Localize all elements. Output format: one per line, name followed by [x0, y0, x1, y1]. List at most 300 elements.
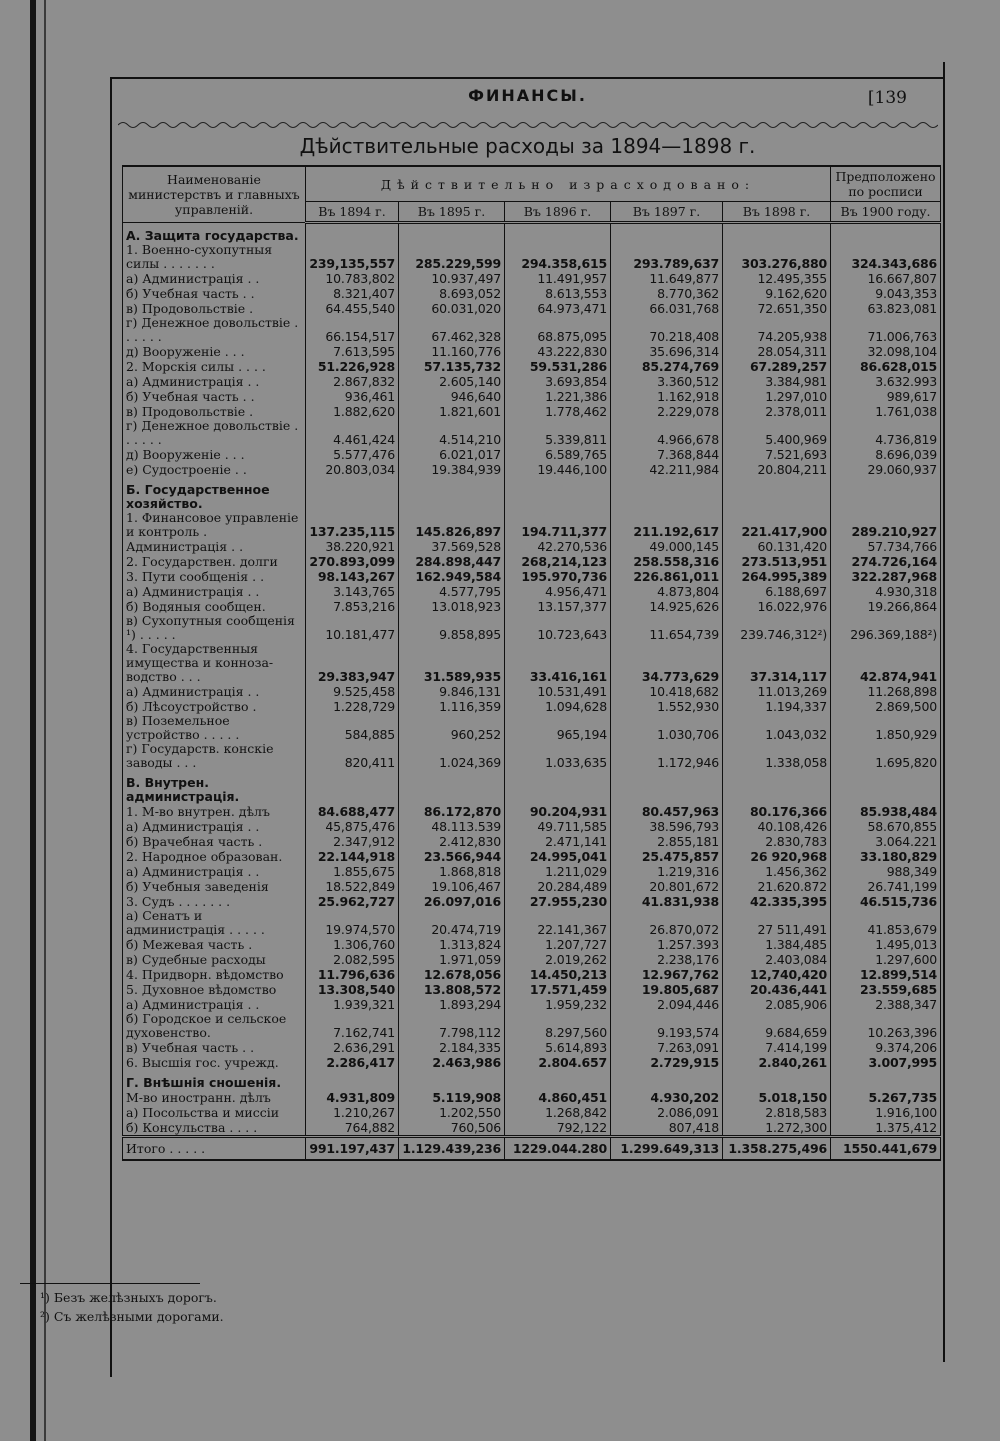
value-cell: 5.400,969 [723, 419, 831, 447]
value-cell: 2.403,084 [723, 952, 831, 967]
planned-header: Предположено по росписи [831, 166, 941, 202]
table-row [123, 849, 941, 864]
row-label: 1. Военно-сухопутныя силы . . . . . . . [123, 243, 306, 271]
value-cell: 29.060,937 [831, 462, 941, 477]
value-cell: 34.773,629 [611, 642, 723, 684]
value-cell: 4.577,795 [399, 584, 505, 599]
table-row [123, 894, 941, 909]
value-cell: 6.021,017 [399, 447, 505, 462]
value-cell: 1.821,601 [399, 404, 505, 419]
value-cell: 258.558,316 [611, 554, 723, 569]
frame-right-rule [943, 62, 945, 1362]
value-cell: 23.559,685 [831, 982, 941, 997]
value-cell: 3.360,512 [611, 374, 723, 389]
value-cell: 2.094,446 [611, 997, 723, 1012]
value-cell: 90.204,931 [505, 804, 611, 819]
table-row [123, 511, 941, 539]
value-cell: 1.456,362 [723, 864, 831, 879]
row-label: а) Администрація . . [123, 684, 306, 699]
value-cell: 285.229,599 [399, 243, 505, 271]
value-cell: 9.193,574 [611, 1012, 723, 1040]
value-cell: 42.211,984 [611, 462, 723, 477]
table-title: Дѣйствительные расходы за 1894—1898 г. [299, 134, 756, 158]
value-cell: 2.347,912 [306, 834, 399, 849]
section-heading: Г. Внѣшнія сношенія. [123, 1070, 306, 1090]
value-cell: 5.267,735 [831, 1090, 941, 1105]
row-label: в) Судебные расходы [123, 952, 306, 967]
value-cell: 25.475,857 [611, 849, 723, 864]
value-cell: 16.667,807 [831, 271, 941, 286]
table-row [123, 937, 941, 952]
value-cell: 4.930,318 [831, 584, 941, 599]
value-cell: 19.446,100 [505, 462, 611, 477]
value-cell: 5.119,908 [399, 1090, 505, 1105]
value-cell: 946,640 [399, 389, 505, 404]
value-cell: 9.043,353 [831, 286, 941, 301]
value-cell: 19.106,467 [399, 879, 505, 894]
value-cell: 3.007,995 [831, 1055, 941, 1070]
year-header-1894: Въ 1894 г. [306, 202, 399, 223]
value-cell: 226.861,011 [611, 569, 723, 584]
row-label: а) Администрація . . [123, 271, 306, 286]
table-row [123, 554, 941, 569]
empty-cell [505, 1070, 611, 1090]
value-cell: 293.789,637 [611, 243, 723, 271]
value-cell: 1.228,729 [306, 699, 399, 714]
value-cell: 10.418,682 [611, 684, 723, 699]
value-cell: 8.613,553 [505, 286, 611, 301]
total-value: 1.299.649,313 [611, 1137, 723, 1161]
value-cell: 1.916,100 [831, 1105, 941, 1120]
value-cell: 760,506 [399, 1120, 505, 1137]
value-cell: 1.306,760 [306, 937, 399, 952]
empty-cell [723, 223, 831, 244]
value-cell: 4.736,819 [831, 419, 941, 447]
table-row [123, 569, 941, 584]
section-heading-row [123, 770, 941, 804]
value-cell: 42.335,395 [723, 894, 831, 909]
value-cell: 989,617 [831, 389, 941, 404]
value-cell: 70.218,408 [611, 316, 723, 344]
value-cell: 41.853,679 [831, 909, 941, 937]
total-label: Итого . . . . . [123, 1137, 306, 1161]
table-row [123, 864, 941, 879]
value-cell: 4.514,210 [399, 419, 505, 447]
value-cell: 1.971,059 [399, 952, 505, 967]
value-cell: 2.605,140 [399, 374, 505, 389]
footnote-rule [20, 1283, 200, 1284]
value-cell: 2.086,091 [611, 1105, 723, 1120]
year-header-1897: Въ 1897 г. [611, 202, 723, 223]
value-cell: 296.369,188²) [831, 614, 941, 642]
row-label: б) Учебная часть . . [123, 286, 306, 301]
row-label: 5. Духовное вѣдомство [123, 982, 306, 997]
value-cell: 6.589,765 [505, 447, 611, 462]
row-label: б) Городское и сельское духовенство. [123, 1012, 306, 1040]
value-cell: 57.734,766 [831, 539, 941, 554]
total-value: 1.129.439,236 [399, 1137, 505, 1161]
value-cell: 20.284,489 [505, 879, 611, 894]
empty-cell [399, 1070, 505, 1090]
value-cell: 38.220,921 [306, 539, 399, 554]
value-cell: 1.257.393 [611, 937, 723, 952]
table-row [123, 804, 941, 819]
value-cell: 20.436,441 [723, 982, 831, 997]
row-label: Администрація . . [123, 539, 306, 554]
value-cell: 11.649,877 [611, 271, 723, 286]
value-cell: 41.831,938 [611, 894, 723, 909]
value-cell: 264.995,389 [723, 569, 831, 584]
row-label: в) Сухопутныя сообщенія ¹) . . . . . [123, 614, 306, 642]
row-label: а) Посольства и миссіи [123, 1105, 306, 1120]
row-label: б) Учебныя заведенія [123, 879, 306, 894]
value-cell: 1.761,038 [831, 404, 941, 419]
section-heading: В. Внутрен. администрація. [123, 770, 306, 804]
value-cell: 4.966,678 [611, 419, 723, 447]
value-cell: 1.855,675 [306, 864, 399, 879]
table-row [123, 1055, 941, 1070]
value-cell: 2.019,262 [505, 952, 611, 967]
value-cell: 64.973,471 [505, 301, 611, 316]
empty-cell [831, 770, 941, 804]
value-cell: 2.818,583 [723, 1105, 831, 1120]
value-cell: 1.211,029 [505, 864, 611, 879]
value-cell: 13.308,540 [306, 982, 399, 997]
row-label: б) Врачебная часть . [123, 834, 306, 849]
value-cell: 40.108,426 [723, 819, 831, 834]
value-cell: 20.801,672 [611, 879, 723, 894]
expenditure-table [122, 165, 941, 1161]
value-cell: 1.202,550 [399, 1105, 505, 1120]
value-cell: 2.867,832 [306, 374, 399, 389]
value-cell: 8.696,039 [831, 447, 941, 462]
value-cell: 19.266,864 [831, 599, 941, 614]
row-label: 4. Придворн. вѣдомство [123, 967, 306, 982]
value-cell: 936,461 [306, 389, 399, 404]
value-cell: 1.868,818 [399, 864, 505, 879]
value-cell: 1.272,300 [723, 1120, 831, 1137]
value-cell: 4.860,451 [505, 1090, 611, 1105]
row-label: 3. Пути сообщенія . . [123, 569, 306, 584]
value-cell: 13.808,572 [399, 982, 505, 997]
row-label: 4. Государственныя имущества и коннозаводство . . . [123, 642, 306, 684]
value-cell: 84.688,477 [306, 804, 399, 819]
empty-cell [723, 770, 831, 804]
running-header: ФИНАНСЫ. [468, 86, 587, 105]
value-cell: 303.276,880 [723, 243, 831, 271]
value-cell: 7.853,216 [306, 599, 399, 614]
value-cell: 10.937,497 [399, 271, 505, 286]
value-cell: 10.263,396 [831, 1012, 941, 1040]
value-cell: 22.141,367 [505, 909, 611, 937]
row-label: 2. Морскія силы . . . . [123, 359, 306, 374]
row-label: в) Учебная часть . . [123, 1040, 306, 1055]
table-row [123, 1090, 941, 1105]
value-cell: 4.931,809 [306, 1090, 399, 1105]
value-cell: 1.094,628 [505, 699, 611, 714]
page-number: [139 [867, 88, 907, 108]
empty-cell [831, 1070, 941, 1090]
year-header-1895: Въ 1895 г. [399, 202, 505, 223]
empty-cell [611, 223, 723, 244]
value-cell: 5.339,811 [505, 419, 611, 447]
value-cell: 2.378,011 [723, 404, 831, 419]
value-cell: 74.205,938 [723, 316, 831, 344]
empty-cell [306, 223, 399, 244]
value-cell: 26.870,072 [611, 909, 723, 937]
frame-left-rule [110, 77, 112, 1377]
value-cell: 59.531,286 [505, 359, 611, 374]
table-row [123, 997, 941, 1012]
row-label: г) Денежное довольствіе . . . . . . [123, 419, 306, 447]
value-cell: 4.930,202 [611, 1090, 723, 1105]
value-cell: 764,882 [306, 1120, 399, 1137]
value-cell: 1.297,600 [831, 952, 941, 967]
value-cell: 792,122 [505, 1120, 611, 1137]
table-row [123, 447, 941, 462]
table-row [123, 389, 941, 404]
section-heading-row [123, 223, 941, 244]
row-label: б) Межевая часть . [123, 937, 306, 952]
total-value: 1550.441,679 [831, 1137, 941, 1161]
value-cell: 23.566,944 [399, 849, 505, 864]
table-row [123, 967, 941, 982]
table-row [123, 699, 941, 714]
value-cell: 820,411 [306, 742, 399, 770]
table-body [123, 223, 941, 1137]
book-spine-edge [30, 0, 36, 1441]
value-cell: 6.188,697 [723, 584, 831, 599]
value-cell: 137.235,115 [306, 511, 399, 539]
row-label: 2. Народное образован. [123, 849, 306, 864]
table-row [123, 462, 941, 477]
value-cell: 9.846,131 [399, 684, 505, 699]
value-cell: 2.840,261 [723, 1055, 831, 1070]
value-cell: 12.967,762 [611, 967, 723, 982]
value-cell: 38.596,793 [611, 819, 723, 834]
book-spine-line [44, 0, 46, 1441]
value-cell: 1.172,946 [611, 742, 723, 770]
value-cell: 11.160,776 [399, 344, 505, 359]
row-label: 1. М-во внутрен. дѣлъ [123, 804, 306, 819]
table-row [123, 584, 941, 599]
value-cell: 960,252 [399, 714, 505, 742]
value-cell: 14.925,626 [611, 599, 723, 614]
value-cell: 98.143,267 [306, 569, 399, 584]
value-cell: 8.693,052 [399, 286, 505, 301]
table-row [123, 316, 941, 344]
name-column-header: Наименованіе министерствъ и главныхъ управленій. [123, 166, 306, 223]
empty-cell [611, 477, 723, 511]
value-cell: 194.711,377 [505, 511, 611, 539]
value-cell: 5.614,893 [505, 1040, 611, 1055]
value-cell: 195.970,736 [505, 569, 611, 584]
value-cell: 22.144,918 [306, 849, 399, 864]
value-cell: 19.384,939 [399, 462, 505, 477]
table-row [123, 359, 941, 374]
frame-top-rule [110, 77, 945, 79]
value-cell: 3.064.221 [831, 834, 941, 849]
value-cell: 2.082,595 [306, 952, 399, 967]
value-cell: 1.313,824 [399, 937, 505, 952]
value-cell: 1.384,485 [723, 937, 831, 952]
value-cell: 1.024,369 [399, 742, 505, 770]
table-row [123, 404, 941, 419]
row-label: д) Вооруженіе . . . [123, 447, 306, 462]
value-cell: 9.162,620 [723, 286, 831, 301]
value-cell: 273.513,951 [723, 554, 831, 569]
value-cell: 268,214,123 [505, 554, 611, 569]
table-row [123, 271, 941, 286]
table-row [123, 1040, 941, 1055]
footnote-2: ²) Съ желѣзными дорогами. [40, 1309, 224, 1324]
table-row [123, 539, 941, 554]
value-cell: 1.495,013 [831, 937, 941, 952]
value-cell: 965,194 [505, 714, 611, 742]
table-row [123, 599, 941, 614]
year-header-1900: Въ 1900 году. [831, 202, 941, 223]
row-label: М-во иностранн. дѣлъ [123, 1090, 306, 1105]
value-cell: 7.414,199 [723, 1040, 831, 1055]
value-cell: 86.628,015 [831, 359, 941, 374]
row-label: 2. Государствен. долги [123, 554, 306, 569]
value-cell: 27 511,491 [723, 909, 831, 937]
empty-cell [306, 770, 399, 804]
row-label: а) Администрація . . [123, 374, 306, 389]
value-cell: 29.383,947 [306, 642, 399, 684]
value-cell: 85.938,484 [831, 804, 941, 819]
year-header-1896: Въ 1896 г. [505, 202, 611, 223]
value-cell: 294.358,615 [505, 243, 611, 271]
empty-cell [306, 477, 399, 511]
total-value: 1.358.275,496 [723, 1137, 831, 1161]
row-label: 3. Судъ . . . . . . . [123, 894, 306, 909]
value-cell: 2.804.657 [505, 1055, 611, 1070]
value-cell: 4.956,471 [505, 584, 611, 599]
value-cell: 58.670,855 [831, 819, 941, 834]
value-cell: 1.552,930 [611, 699, 723, 714]
row-label: г) Денежное довольствіе . . . . . . [123, 316, 306, 344]
value-cell: 239.746,312²) [723, 614, 831, 642]
row-label: а) Администрація . . [123, 819, 306, 834]
value-cell: 17.571,459 [505, 982, 611, 997]
value-cell: 19.974,570 [306, 909, 399, 937]
value-cell: 86.172,870 [399, 804, 505, 819]
value-cell: 1.375,412 [831, 1120, 941, 1137]
value-cell: 1.030,706 [611, 714, 723, 742]
table-row [123, 909, 941, 937]
value-cell: 11.796,636 [306, 967, 399, 982]
row-label: б) Консульства . . . . [123, 1120, 306, 1137]
value-cell: 45,875,476 [306, 819, 399, 834]
value-cell: 49.000,145 [611, 539, 723, 554]
value-cell: 5.577,476 [306, 447, 399, 462]
value-cell: 3.143,765 [306, 584, 399, 599]
value-cell: 24.995,041 [505, 849, 611, 864]
table-row [123, 714, 941, 742]
value-cell: 807,418 [611, 1120, 723, 1137]
empty-cell [611, 1070, 723, 1090]
value-cell: 2.184,335 [399, 1040, 505, 1055]
value-cell: 20.474,719 [399, 909, 505, 937]
row-label: в) Поземельное устройство . . . . . [123, 714, 306, 742]
value-cell: 43.222,830 [505, 344, 611, 359]
value-cell: 10.783,802 [306, 271, 399, 286]
value-cell: 1.268,842 [505, 1105, 611, 1120]
value-cell: 1.116,359 [399, 699, 505, 714]
value-cell: 1.207,727 [505, 937, 611, 952]
row-label: а) Администрація . . [123, 584, 306, 599]
row-label: г) Государств. конскіе заводы . . . [123, 742, 306, 770]
value-cell: 80.457,963 [611, 804, 723, 819]
value-cell: 19.805,687 [611, 982, 723, 997]
value-cell: 3.693,854 [505, 374, 611, 389]
value-cell: 2.830,783 [723, 834, 831, 849]
value-cell: 2.412,830 [399, 834, 505, 849]
section-heading: Б. Государственное хозяйство. [123, 477, 306, 511]
value-cell: 4.873,804 [611, 584, 723, 599]
value-cell: 18.522,849 [306, 879, 399, 894]
value-cell: 2.238,176 [611, 952, 723, 967]
empty-cell [723, 477, 831, 511]
row-label: б) Лѣсоустройство . [123, 699, 306, 714]
value-cell: 9.374,206 [831, 1040, 941, 1055]
year-header-1898: Въ 1898 г. [723, 202, 831, 223]
empty-cell [399, 223, 505, 244]
value-cell: 1.959,232 [505, 997, 611, 1012]
value-cell: 26.097,016 [399, 894, 505, 909]
empty-cell [505, 477, 611, 511]
value-cell: 13.018,923 [399, 599, 505, 614]
table-row [123, 1012, 941, 1040]
value-cell: 2.085,906 [723, 997, 831, 1012]
value-cell: 68.875,095 [505, 316, 611, 344]
table-row [123, 742, 941, 770]
value-cell: 1.882,620 [306, 404, 399, 419]
value-cell: 2.855,181 [611, 834, 723, 849]
value-cell: 11.654,739 [611, 614, 723, 642]
value-cell: 12.495,355 [723, 271, 831, 286]
value-cell: 71.006,763 [831, 316, 941, 344]
value-cell: 67.289,257 [723, 359, 831, 374]
table-row [123, 982, 941, 997]
value-cell: 20.804,211 [723, 462, 831, 477]
value-cell: 324.343,686 [831, 243, 941, 271]
value-cell: 7.613,595 [306, 344, 399, 359]
value-cell: 3.384,981 [723, 374, 831, 389]
decorative-wavy-rule [118, 120, 938, 130]
value-cell: 2.869,500 [831, 699, 941, 714]
value-cell: 8.770,362 [611, 286, 723, 301]
empty-cell [831, 223, 941, 244]
value-cell: 2.729,915 [611, 1055, 723, 1070]
row-label: б) Водяныя сообщен. [123, 599, 306, 614]
value-cell: 289.210,927 [831, 511, 941, 539]
total-row [123, 1137, 941, 1161]
value-cell: 1.695,820 [831, 742, 941, 770]
value-cell: 10.531,491 [505, 684, 611, 699]
value-cell: 42.874,941 [831, 642, 941, 684]
table-row [123, 684, 941, 699]
empty-cell [505, 770, 611, 804]
value-cell: 32.098,104 [831, 344, 941, 359]
row-label: 6. Высшія гос. учрежд. [123, 1055, 306, 1070]
value-cell: 66.154,517 [306, 316, 399, 344]
value-cell: 37.314,117 [723, 642, 831, 684]
table-row [123, 419, 941, 447]
value-cell: 1.850,929 [831, 714, 941, 742]
value-cell: 63.823,081 [831, 301, 941, 316]
